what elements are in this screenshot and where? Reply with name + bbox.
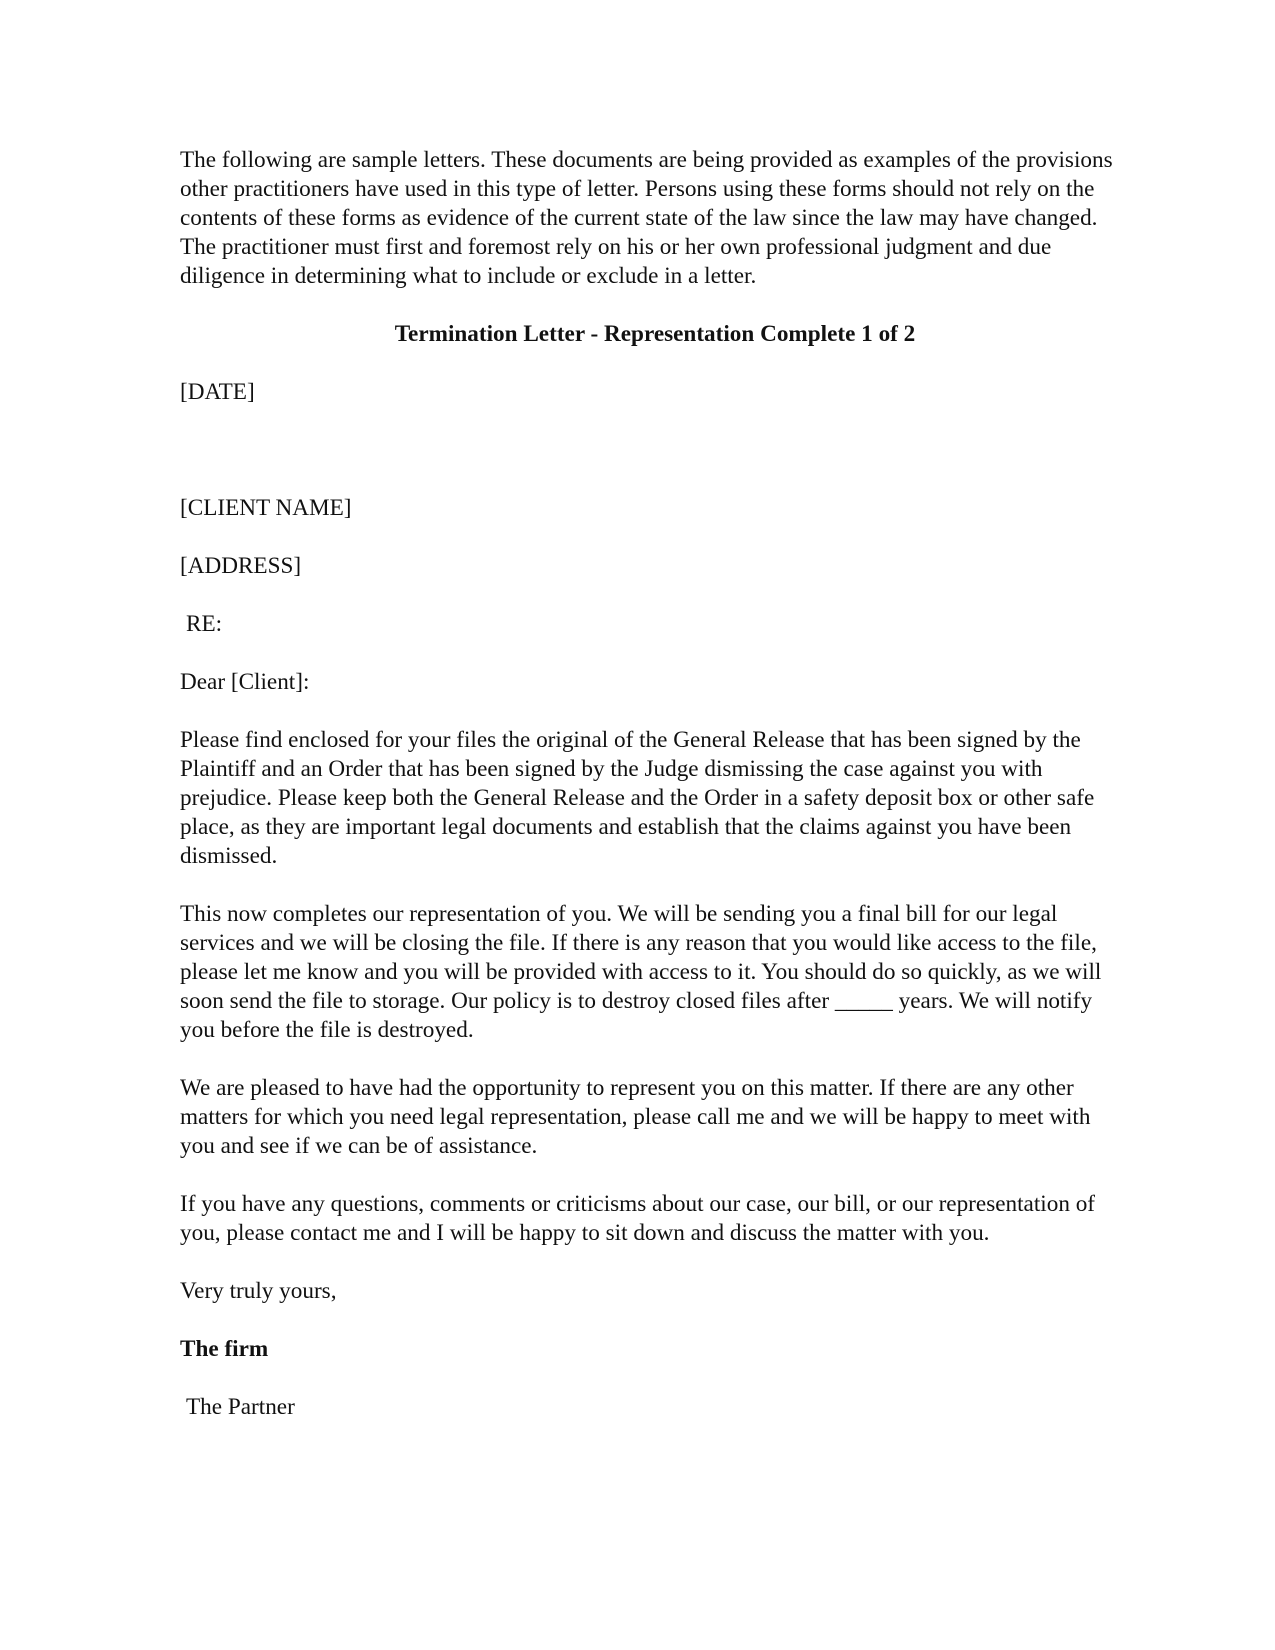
salutation: Dear [Client]: <box>180 669 310 695</box>
body-paragraph-3: We are pleased to have had the opportunity to represent you on this matter. If there are any other matters for which you need legal representation, please call me and we will be happy to meet with you and see if we can be of assistance. <box>180 1075 1091 1159</box>
closing: Very truly yours, <box>180 1278 337 1304</box>
signer-name: The Partner <box>186 1394 295 1420</box>
body-paragraph-4: If you have any questions, comments or criticisms about our case, our bill, or our representation of you, please contact me and I will be happy to sit down and discuss the matter with you. <box>180 1191 1096 1246</box>
letter-title: Termination Letter - Representation Complete 1 of 2 <box>394 321 916 347</box>
client-name-placeholder: [CLIENT NAME] <box>180 495 352 521</box>
intro-disclaimer: The following are sample letters. These documents are being provided as examples of the provisions other practitioners have used in this type of letter. Persons using these forms should not rely on the contents of these forms as evidence of the current state of the law since the law may have changed. The practitioner must first and foremost rely on his or her own professional judgment and due diligence in determining what to include or exclude in a letter. <box>180 147 1113 289</box>
address-placeholder: [ADDRESS] <box>180 553 302 579</box>
date-placeholder: [DATE] <box>180 379 255 405</box>
re-line: RE: <box>186 611 223 637</box>
firm-name: The firm <box>180 1336 269 1362</box>
body-paragraph-1: Please find enclosed for your files the original of the General Release that has been signed by the Plaintiff and an Order that has been signed by the Judge dismissing the case against you with prejudice. Please keep both the General Release and the Order in a safety deposit box or other safe place, as they are important legal documents and establish that the claims against you have been dismissed. <box>180 727 1095 869</box>
letter-body <box>180 146 1130 1451</box>
body-paragraph-2: This now completes our representation of you. We will be sending you a final bill for our legal services and we will be closing the file. If there is any reason that you would like access to the file, please let me know and you will be provided with access to it. You should do so quickly, as we will soon send the file to storage. Our policy is to destroy closed files after _____ years. We will notify you before the file is destroyed. <box>180 901 1102 1043</box>
